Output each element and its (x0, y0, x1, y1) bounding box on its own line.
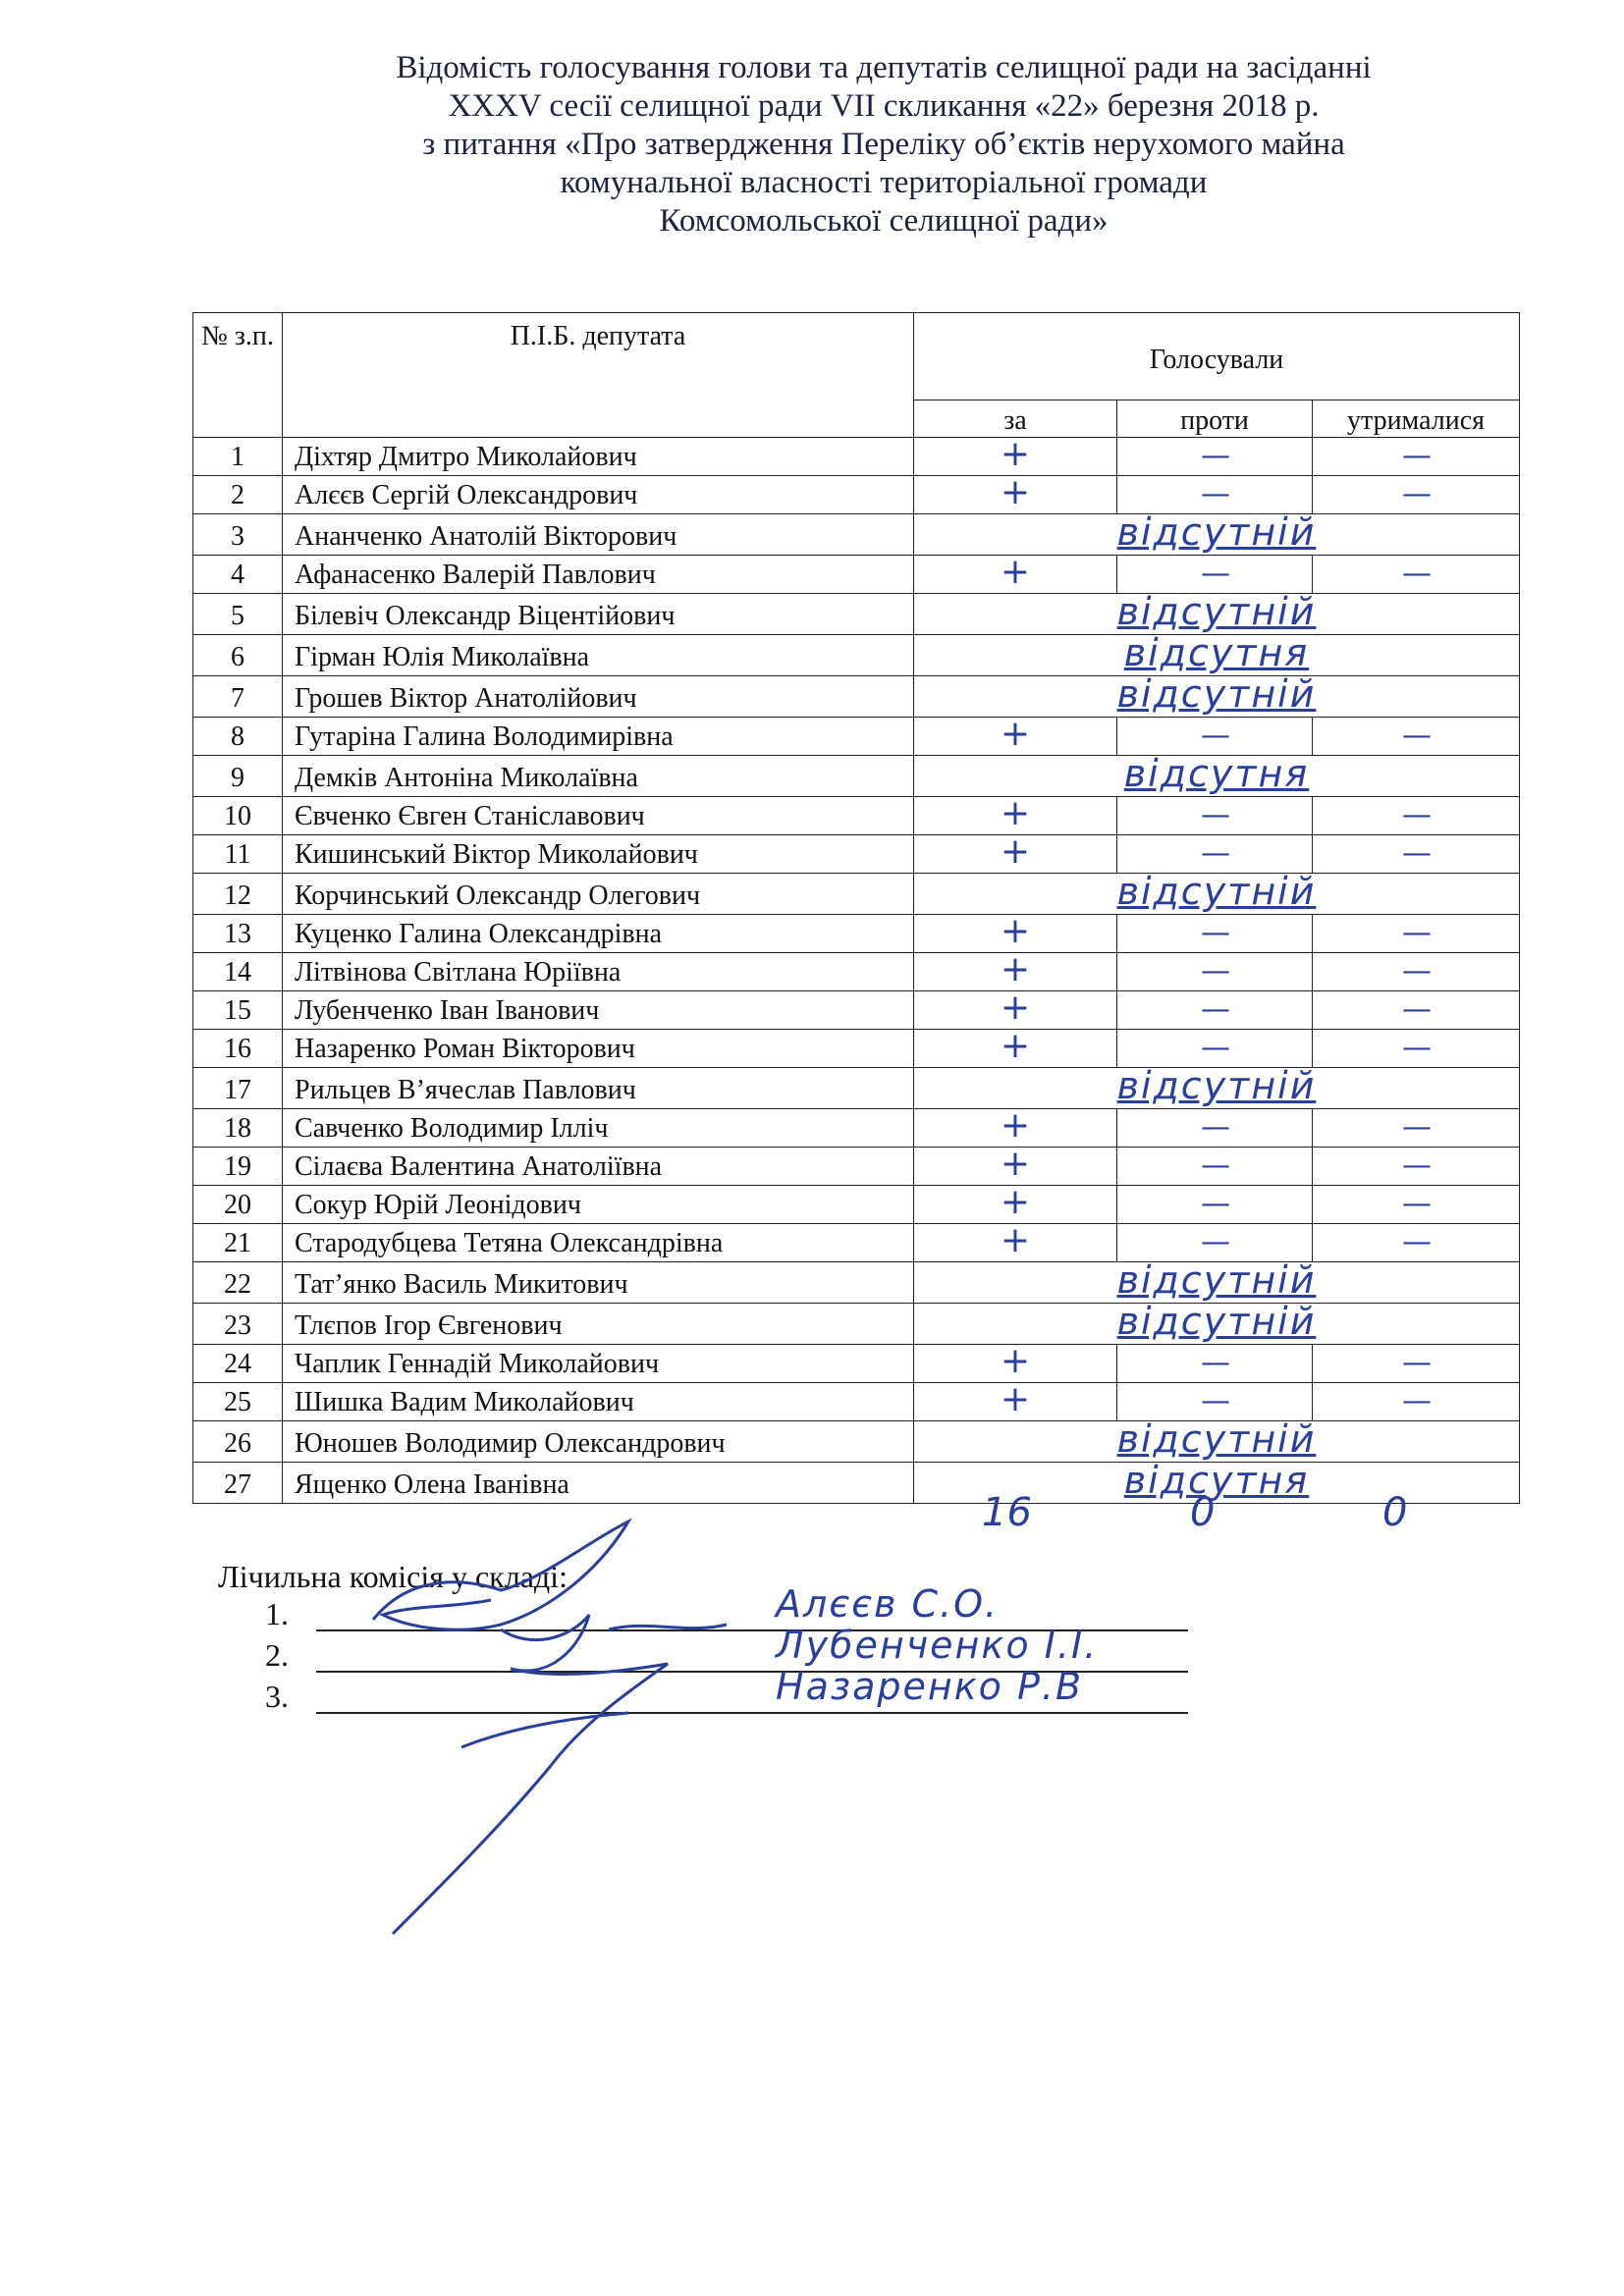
deputy-name: Савченко Володимир Ілліч (283, 1109, 914, 1148)
vote-proty-mark: — (1201, 719, 1228, 753)
table-row (193, 1421, 1520, 1463)
table-row (193, 476, 1520, 514)
row-number: 15 (193, 991, 283, 1030)
vote-za-mark: + (1000, 1144, 1031, 1184)
absent-note (914, 672, 1520, 718)
table-row (193, 1463, 1520, 1504)
vote-cell-utrym (1313, 1148, 1520, 1186)
commission-member-1: Алєєв С.О. (776, 1582, 1000, 1626)
vote-proty-mark: — (1201, 992, 1228, 1027)
deputy-name: Тлєпов Ігор Євгенович (283, 1304, 914, 1345)
vote-cell-za (914, 831, 1117, 874)
row-number: 1 (193, 438, 283, 476)
total-za: 16 (982, 1490, 1032, 1535)
vote-cell-proty (1117, 1345, 1313, 1383)
vote-cell-proty (1117, 1030, 1313, 1068)
vote-cell-utrym (1313, 797, 1520, 835)
deputy-name: Назаренко Роман Вікторович (283, 1030, 914, 1068)
vote-proty-mark: — (1201, 1225, 1228, 1259)
absent-mark: відсутній (1116, 672, 1317, 716)
vote-cell-utrym (1313, 915, 1520, 953)
table-row (193, 1262, 1520, 1304)
vote-cell-proty (1117, 1148, 1313, 1186)
row-number: 6 (193, 635, 283, 676)
vote-za-mark: + (1000, 1341, 1031, 1381)
vote-cell-za (914, 1105, 1117, 1148)
vote-cell-za (914, 472, 1117, 514)
vote-cell-utrym (1313, 1224, 1520, 1262)
row-number: 22 (193, 1262, 283, 1304)
deputy-name: Діхтяр Дмитро Миколайович (283, 438, 914, 476)
vote-utrym-mark: — (1402, 916, 1430, 950)
deputy-name: Євченко Євген Станіславович (283, 797, 914, 835)
absent-mark: відсутній (1116, 1258, 1317, 1302)
deputy-name: Рильцев В’ячеслав Павлович (283, 1068, 914, 1109)
vote-utrym-mark: — (1402, 477, 1430, 511)
vote-proty-mark: — (1201, 916, 1228, 950)
table-row (193, 1345, 1520, 1383)
absent-note (914, 1300, 1520, 1345)
table-row (193, 556, 1520, 594)
row-number: 10 (193, 797, 283, 835)
absent-mark: відсутній (1116, 590, 1317, 633)
vote-utrym-mark: — (1402, 439, 1430, 473)
vote-cell-utrym (1313, 835, 1520, 874)
vote-proty-mark: — (1201, 1110, 1228, 1145)
vote-utrym-mark: — (1402, 1031, 1430, 1065)
vote-cell-za (914, 793, 1117, 835)
vote-proty-mark: — (1201, 1148, 1228, 1183)
deputy-name: Сокур Юрій Леонідович (283, 1186, 914, 1224)
vote-utrym-mark: — (1402, 1225, 1430, 1259)
total-utrym: 0 (1382, 1490, 1408, 1535)
row-number: 12 (193, 874, 283, 915)
commission-member-3: Назаренко Р.В (776, 1665, 1084, 1708)
row-number: 5 (193, 594, 283, 635)
vote-cell-za (914, 1026, 1117, 1068)
title-line-5: Комсомольської селищної ради» (659, 203, 1109, 239)
table-row (193, 635, 1520, 676)
deputy-name: Тат’янко Василь Микитович (283, 1262, 914, 1304)
absent-mark: відсутня (1123, 631, 1310, 674)
header-proty: проти (1117, 400, 1313, 438)
vote-cell-proty (1117, 1383, 1313, 1421)
vote-cell-utrym (1313, 556, 1520, 594)
row-number: 23 (193, 1304, 283, 1345)
vote-proty-mark: — (1201, 954, 1228, 988)
deputy-name: Стародубцева Тетяна Олександрівна (283, 1224, 914, 1262)
vote-cell-za (914, 552, 1117, 594)
vote-cell-proty (1117, 556, 1313, 594)
absent-note (914, 752, 1520, 797)
vote-proty-mark: — (1201, 798, 1228, 832)
document-title (196, 49, 1571, 240)
vote-za-mark: + (1000, 911, 1031, 951)
vote-za-mark: + (1000, 793, 1031, 833)
vote-cell-za (914, 1220, 1117, 1262)
deputy-name: Сілаєва Валентина Анатоліївна (283, 1148, 914, 1186)
row-number: 18 (193, 1109, 283, 1148)
row-number: 13 (193, 915, 283, 953)
vote-cell-za (914, 1182, 1117, 1224)
row-number: 3 (193, 514, 283, 556)
vote-proty-mark: — (1201, 1031, 1228, 1065)
vote-utrym-mark: — (1402, 798, 1430, 832)
row-number: 21 (193, 1224, 283, 1262)
vote-utrym-mark: — (1402, 1148, 1430, 1183)
absent-note (914, 870, 1520, 915)
row-number: 2 (193, 476, 283, 514)
vote-proty-mark: — (1201, 439, 1228, 473)
row-number: 19 (193, 1148, 283, 1186)
commission-member-2: Лубенченко І.І. (776, 1624, 1099, 1667)
table-row (193, 718, 1520, 756)
table-row (193, 797, 1520, 835)
vote-cell-utrym (1313, 1345, 1520, 1383)
vote-cell-utrym (1313, 1383, 1520, 1421)
signature-3-mark (373, 1659, 805, 1944)
vote-cell-proty (1117, 1109, 1313, 1148)
absent-note (914, 631, 1520, 676)
vote-proty-mark: — (1201, 557, 1228, 591)
vote-proty-mark: — (1201, 1384, 1228, 1418)
deputy-name: Гірман Юлія Миколаївна (283, 635, 914, 676)
absent-mark: відсутній (1116, 1300, 1317, 1343)
row-number: 16 (193, 1030, 283, 1068)
vote-utrym-mark: — (1402, 992, 1430, 1027)
row-number: 24 (193, 1345, 283, 1383)
vote-proty-mark: — (1201, 836, 1228, 871)
vote-za-mark: + (1000, 552, 1031, 592)
row-number: 7 (193, 676, 283, 718)
vote-cell-proty (1117, 718, 1313, 756)
table-row (193, 915, 1520, 953)
table-row (193, 594, 1520, 635)
vote-cell-proty (1117, 915, 1313, 953)
row-number: 20 (193, 1186, 283, 1224)
deputy-name: Лубенченко Іван Іванович (283, 991, 914, 1030)
row-number: 26 (193, 1421, 283, 1463)
absent-mark: відсутній (1116, 1417, 1317, 1461)
table-row (193, 1383, 1520, 1421)
vote-cell-utrym (1313, 438, 1520, 476)
vote-za-mark: + (1000, 1379, 1031, 1419)
deputy-name: Куценко Галина Олександрівна (283, 915, 914, 953)
vote-cell-proty (1117, 1186, 1313, 1224)
vote-utrym-mark: — (1402, 1346, 1430, 1380)
vote-cell-za (914, 1341, 1117, 1383)
vote-proty-mark: — (1201, 1187, 1228, 1221)
table-row (193, 1224, 1520, 1262)
vote-za-mark: + (1000, 949, 1031, 989)
absent-note (914, 1417, 1520, 1463)
absent-note (914, 510, 1520, 556)
deputy-name: Гутаріна Галина Володимирівна (283, 718, 914, 756)
vote-cell-za (914, 1379, 1117, 1421)
voting-table (192, 312, 1520, 1504)
header-utrym: утрималися (1313, 400, 1520, 438)
vote-proty-mark: — (1201, 477, 1228, 511)
row-number: 4 (193, 556, 283, 594)
vote-cell-utrym (1313, 953, 1520, 991)
row-number: 11 (193, 835, 283, 874)
vote-cell-utrym (1313, 1030, 1520, 1068)
vote-za-mark: + (1000, 831, 1031, 872)
table-row (193, 1030, 1520, 1068)
table-row (193, 953, 1520, 991)
table-row (193, 676, 1520, 718)
table-row (193, 1068, 1520, 1109)
table-row (193, 1304, 1520, 1345)
table-row (193, 1109, 1520, 1148)
header-name: П.І.Б. депутата (283, 313, 914, 438)
title-line-3: з питання «Про затвердження Переліку об’єктів нерухомого майна (422, 127, 1345, 162)
vote-za-mark: + (1000, 1182, 1031, 1222)
vote-cell-proty (1117, 438, 1313, 476)
absent-mark: відсутній (1116, 1064, 1317, 1107)
title-line-4: комунальної власності територіальної громади (560, 165, 1208, 200)
table-row (193, 1186, 1520, 1224)
deputy-name: Чаплик Геннадій Миколайович (283, 1345, 914, 1383)
vote-za-mark: + (1000, 1105, 1031, 1146)
table-row (193, 991, 1520, 1030)
vote-utrym-mark: — (1402, 836, 1430, 871)
vote-cell-za (914, 949, 1117, 991)
row-number: 25 (193, 1383, 283, 1421)
table-row (193, 514, 1520, 556)
vote-cell-utrym (1313, 991, 1520, 1030)
vote-za-mark: + (1000, 434, 1031, 474)
commission-num-3: 3. (265, 1679, 289, 1714)
vote-za-mark: + (1000, 988, 1031, 1028)
commission-num-2: 2. (265, 1637, 289, 1673)
title-line-2: XXXV сесії селищної ради VII скликання «22» березня 2018 р. (448, 88, 1320, 124)
deputy-name: Кишинський Віктор Миколайович (283, 835, 914, 874)
row-number: 9 (193, 756, 283, 797)
row-number: 14 (193, 953, 283, 991)
vote-cell-proty (1117, 991, 1313, 1030)
absent-note (914, 1258, 1520, 1304)
vote-cell-za (914, 988, 1117, 1030)
deputy-name: Алєєв Сергій Олександрович (283, 476, 914, 514)
vote-cell-za (914, 1144, 1117, 1186)
deputy-name: Ященко Олена Іванівна (283, 1463, 914, 1504)
row-number: 17 (193, 1068, 283, 1109)
vote-utrym-mark: — (1402, 954, 1430, 988)
table-row (193, 1148, 1520, 1186)
vote-utrym-mark: — (1402, 1110, 1430, 1145)
deputy-name: Грошев Віктор Анатолійович (283, 676, 914, 718)
vote-cell-za (914, 434, 1117, 476)
vote-utrym-mark: — (1402, 1187, 1430, 1221)
header-num: № з.п. (193, 313, 283, 438)
absent-mark: відсутній (1116, 510, 1317, 554)
vote-utrym-mark: — (1402, 719, 1430, 753)
absent-mark: відсутня (1123, 1459, 1310, 1502)
deputy-name: Білевіч Олександр Віцентійович (283, 594, 914, 635)
vote-cell-utrym (1313, 1109, 1520, 1148)
vote-proty-mark: — (1201, 1346, 1228, 1380)
vote-cell-utrym (1313, 718, 1520, 756)
absent-mark: відсутній (1116, 870, 1317, 913)
deputy-name: Ананченко Анатолій Вікторович (283, 514, 914, 556)
vote-cell-proty (1117, 476, 1313, 514)
table-row (193, 835, 1520, 874)
row-number: 8 (193, 718, 283, 756)
vote-cell-utrym (1313, 1186, 1520, 1224)
vote-cell-za (914, 911, 1117, 953)
deputy-name: Афанасенко Валерій Павлович (283, 556, 914, 594)
vote-za-mark: + (1000, 472, 1031, 512)
row-number: 27 (193, 1463, 283, 1504)
header-za: за (914, 400, 1117, 438)
vote-cell-proty (1117, 797, 1313, 835)
absent-mark: відсутня (1123, 752, 1310, 795)
vote-utrym-mark: — (1402, 1384, 1430, 1418)
vote-cell-utrym (1313, 476, 1520, 514)
deputy-name: Шишка Вадим Миколайович (283, 1383, 914, 1421)
table-row (193, 438, 1520, 476)
vote-utrym-mark: — (1402, 557, 1430, 591)
vote-cell-proty (1117, 953, 1313, 991)
title-line-1: Відомість голосування голови та депутатів селищної ради на засіданні (396, 50, 1372, 85)
deputy-name: Демків Антоніна Миколаївна (283, 756, 914, 797)
deputy-name: Корчинський Олександр Олегович (283, 874, 914, 915)
commission-num-1: 1. (265, 1596, 289, 1631)
header-voted: Голосували (914, 313, 1520, 400)
vote-cell-proty (1117, 835, 1313, 874)
deputy-name: Літвінова Світлана Юріївна (283, 953, 914, 991)
vote-za-mark: + (1000, 714, 1031, 754)
vote-za-mark: + (1000, 1026, 1031, 1066)
commission-label: Лічильна комісія у складі: (218, 1559, 568, 1594)
table-row (193, 874, 1520, 915)
total-proty: 0 (1190, 1490, 1216, 1535)
absent-note (914, 1064, 1520, 1109)
vote-cell-proty (1117, 1224, 1313, 1262)
deputy-name: Юношев Володимир Олександрович (283, 1421, 914, 1463)
vote-za-mark: + (1000, 1220, 1031, 1260)
absent-note (914, 590, 1520, 635)
table-row (193, 756, 1520, 797)
vote-cell-za (914, 714, 1117, 756)
